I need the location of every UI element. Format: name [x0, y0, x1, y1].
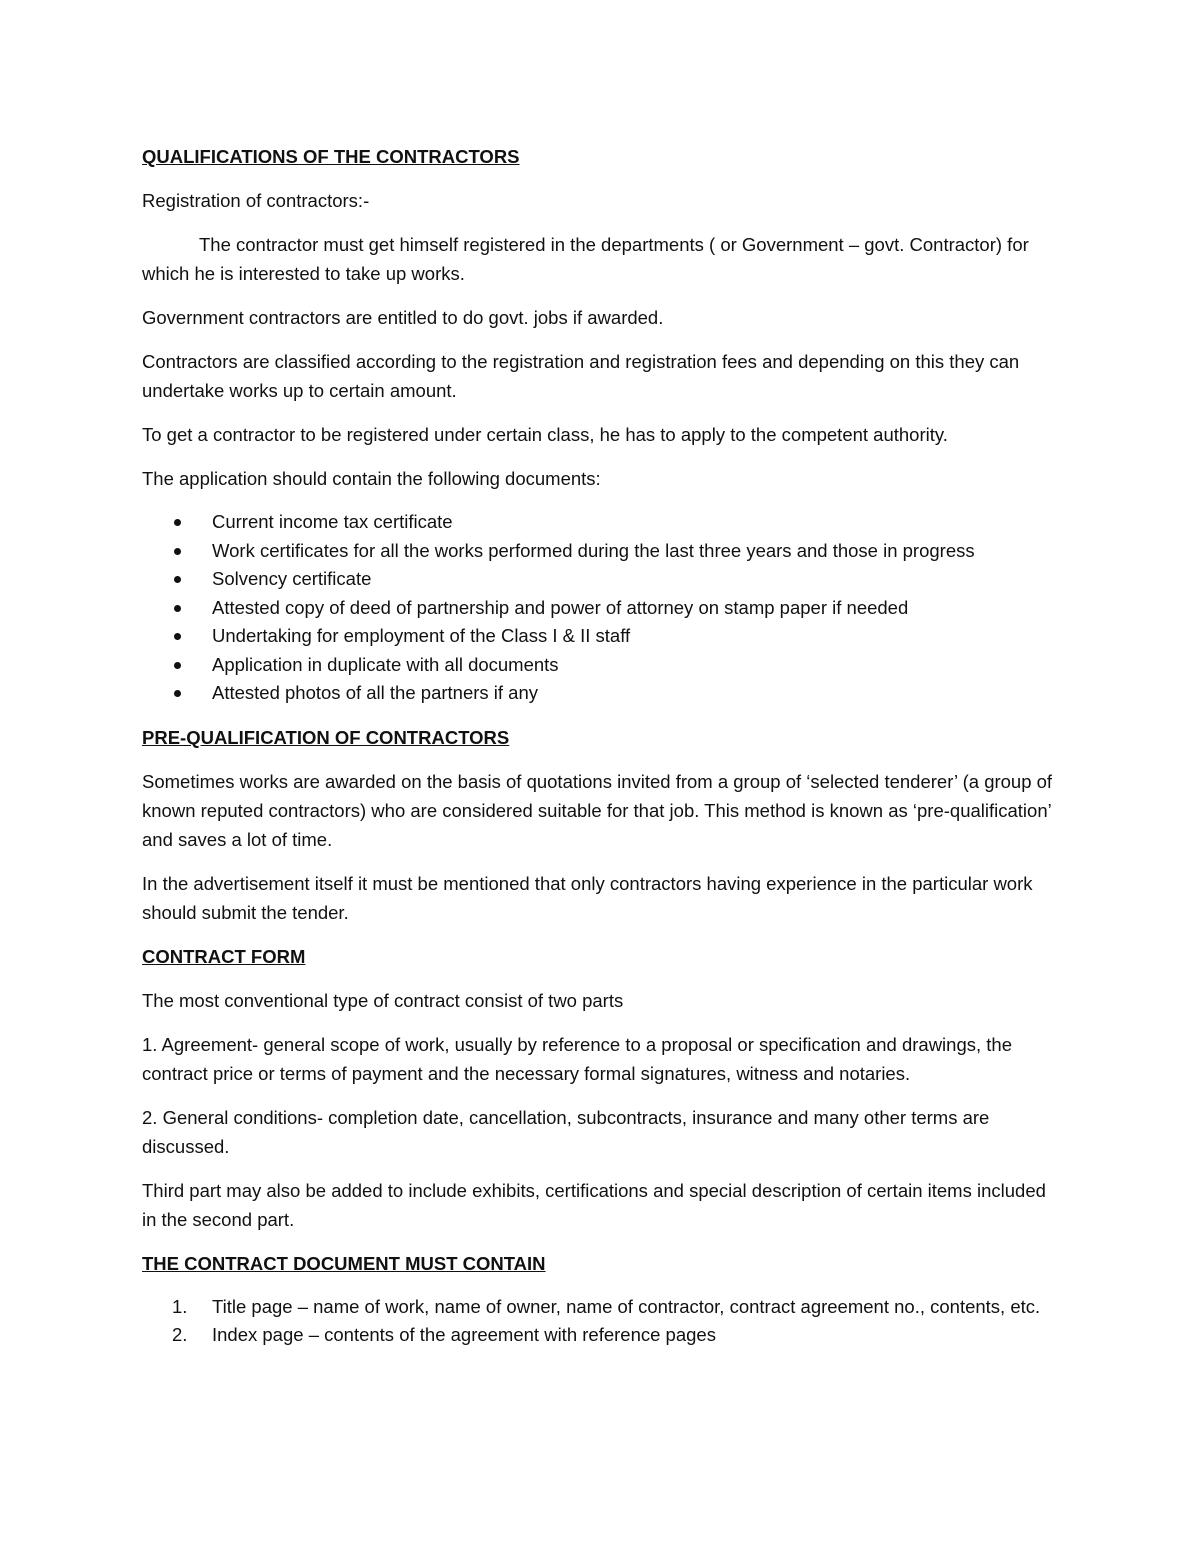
bullet-icon [174, 519, 181, 526]
bullet-icon [174, 548, 181, 555]
paragraph-agreement: 1. Agreement- general scope of work, usually by reference to a proposal or specification and drawings, the contract price or terms of payment and the necessary formal signatures, witness and notaries. [142, 1033, 1012, 1084]
paragraph-general-conditions: 2. General conditions- completion date, cancellation, subcontracts, insurance and many other terms are discussed. [142, 1106, 990, 1157]
list-item [142, 1321, 1060, 1350]
list-item [142, 537, 1060, 566]
list-item [142, 508, 1060, 537]
list-item-text: Undertaking for employment of the Class I & II staff [212, 625, 631, 646]
list-item-number: 2. [172, 1324, 188, 1345]
list-item [142, 622, 1060, 651]
paragraph-classified: Contractors are classified according to the registration and registration fees and depending on this they can undertake works up to certain amount. [142, 351, 1020, 401]
paragraph-third-part: Third part may also be added to include exhibits, certifications and special description of certain items included in the second part. [142, 1179, 1046, 1230]
heading-contract-document: THE CONTRACT DOCUMENT MUST CONTAIN [142, 1252, 546, 1274]
bullet-icon [174, 605, 181, 612]
document-body [142, 142, 1060, 1350]
paragraph-registration: The contractor must get himself registered in the departments ( or Government – govt. Contractor) for which he is interested to take up works. [142, 234, 1029, 284]
list-item [142, 1293, 1060, 1322]
paragraph-contract-form-intro: The most conventional type of contract consist of two parts [142, 989, 624, 1011]
list-item-text: Attested copy of deed of partnership and power of attorney on stamp paper if needed [212, 596, 909, 618]
bullet-icon [174, 576, 181, 583]
heading-qualifications: QUALIFICATIONS OF THE CONTRACTORS [142, 146, 520, 167]
paragraph-apply: To get a contractor to be registered under certain class, he has to apply to the competent authority. [142, 424, 948, 445]
bullet-icon [174, 662, 181, 669]
list-item [142, 565, 1060, 594]
list-item-text: Attested photos of all the partners if any [212, 682, 538, 703]
heading-prequalification: PRE-QUALIFICATION OF CONTRACTORS [142, 726, 510, 748]
bullet-icon [174, 690, 181, 697]
documents-list [142, 508, 1060, 708]
list-item-text: Solvency certificate [212, 568, 372, 589]
list-item [142, 651, 1060, 680]
paragraph-prequal-2: In the advertisement itself it must be mentioned that only contractors having experience in the particular work should submit the tender. [142, 872, 1033, 923]
list-item-text: Application in duplicate with all documents [212, 653, 559, 675]
paragraph-govt-contractors: Government contractors are entitled to do govt. jobs if awarded. [142, 307, 664, 328]
list-item [142, 594, 1060, 623]
contract-document-list [142, 1293, 1060, 1350]
heading-contract-form: CONTRACT FORM [142, 945, 306, 967]
list-item-text: Work certificates for all the works performed during the last three years and those in progress [212, 539, 975, 561]
list-item-text: Title page – name of work, name of owner, name of contractor, contract agreement no., contents, etc. [212, 1295, 1041, 1317]
list-item [142, 679, 1060, 708]
registration-label: Registration of contractors:- [142, 190, 370, 211]
list-item-text: Current income tax certificate [212, 511, 453, 532]
list-item-text: Index page – contents of the agreement with reference pages [212, 1324, 716, 1345]
bullet-icon [174, 633, 181, 640]
list-item-number: 1. [172, 1295, 188, 1317]
paragraph-application-docs: The application should contain the following documents: [142, 468, 601, 489]
paragraph-prequal-1: Sometimes works are awarded on the basis of quotations invited from a group of ‘selected tenderer’ (a group of known reputed contractors) who are considered suitable for that job. This method is known as ‘pre-qualification’ and saves a lot of time. [142, 770, 1053, 850]
